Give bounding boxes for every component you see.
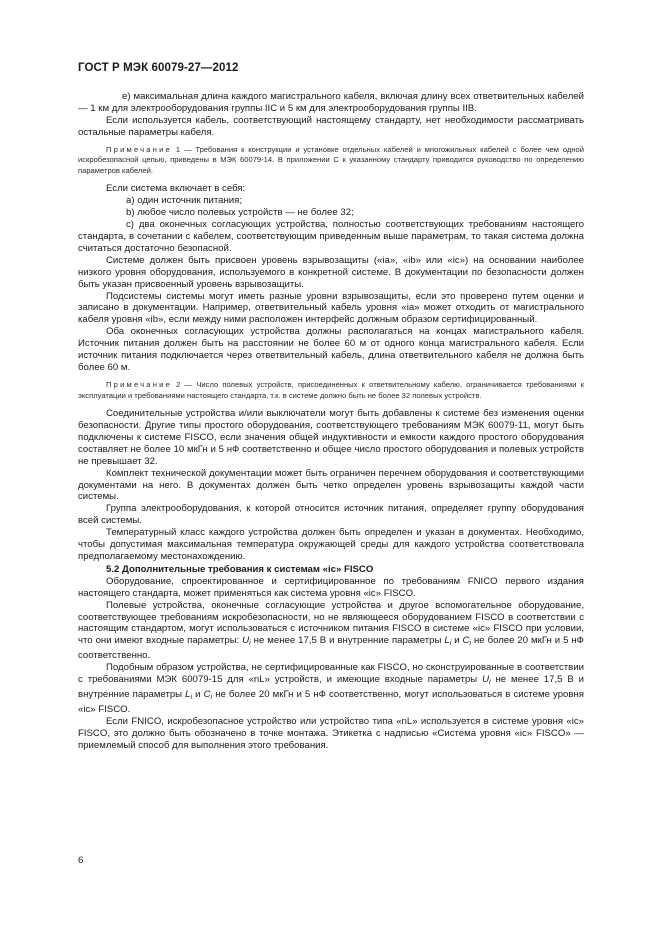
- paragraph-protection-level: Системе должен быть присвоен уровень взрывозащиты («ia», «ib» или «ic») на основании наиболее низкого уровня оборудования, используемого в конкретной системе. В документации по безопасности должен быть указан присвоенный уровень взрывозащиты.: [78, 254, 584, 290]
- subscript-i: i: [469, 640, 472, 648]
- paragraph-field-devices: [78, 600, 584, 663]
- page-number: 6: [78, 855, 84, 866]
- list-item-b: b) любое число полевых устройств — не более 32;: [126, 207, 354, 219]
- list-item-a: a) один источник питания;: [126, 195, 243, 207]
- text-run: не более 20 мкГн и 5 нФ соответственно, могут использоваться в системе уровня «ic» FISCO.: [78, 688, 584, 715]
- text-run: и: [451, 635, 463, 647]
- symbol-U: U: [482, 674, 490, 686]
- text-run: не более 20 мкГн и 5 нФ соответственно.: [78, 635, 584, 662]
- paragraph-documentation: Комплект технической документации может быть ограничен перечнем оборудования и соответствующими документами на него. В документах должен быть четко определен уровень взрывозащиты каждой части системы.: [78, 467, 584, 503]
- text-run: не менее 17,5 В и внутренние параметры: [78, 674, 585, 700]
- symbol-L: L: [444, 635, 450, 647]
- paragraph-terminators: Оба оконечных согласующих устройства должны располагаться на концах магистрального кабеля. Источник питания должен быть на расстоянии не более 60 м от одного конца магистрального кабеля. Если источник питания подключается через ответвительный кабель, длина ответвительного кабеля не должна быть более 60 м.: [78, 326, 584, 373]
- list-item-e: e) максимальная длина каждого магистрального кабеля, включая длину всех ответвительных кабелей — 1 км для электрооборудования группы IIC и 5 км для электрооборудования группы IIB.: [78, 91, 584, 114]
- subscript-i: i: [190, 693, 193, 701]
- note-2-label: Примечание: [106, 379, 172, 389]
- note-2-text: 2 — Число полевых устройств, присоединенных к ответвительному кабелю, ограничивается требованиями к эксплуатации и требованиями настоящего стандарта, т.к. в системе должно быть не более 32 полевых устройств.: [78, 379, 584, 400]
- paragraph-temperature-class: Температурный класс каждого устройства должен быть определен и указан в документах. Необходимо, чтобы допустимая максимальная температура окружающей среды для каждого устройства соответствовала предполагаемому местонахождению.: [78, 527, 584, 562]
- note-1: [78, 145, 584, 177]
- paragraph-connectors: Соединительные устройства и/или выключатели могут быть добавлены к системе без изменения оценки безопасности. Другие типы простого оборудования, соответствующего требованиям МЭК 60079-11, могут быть подключены к системе FISCO, если значения общей индуктивности и емкости каждого простого оборудования составляет не более 10 мкГн и 5 нФ соответственно и общее число простого оборудования и полевых устройств не превышает 32.: [78, 408, 584, 467]
- note-1-text: 1 — Требования к конструкции и установке отдельных кабелей и многожильных кабелей с более чем одной искробезопасной цепью, приведены в МЭК 60079-14. В приложении С к указанному стандарту приводится руководство по определению параметров кабелей.: [78, 144, 584, 175]
- symbol-C: C: [462, 635, 470, 647]
- paragraph-fnico: Оборудование, спроектированное и сертифицированное по требованиям FNICO первого издания настоящего стандарта, может применяться как система уровня «ic» FISCO.: [78, 575, 584, 599]
- document-body: [78, 91, 584, 751]
- section-heading-5-2: 5.2 Дополнительные требования к системам «ic» FISCO: [106, 563, 374, 575]
- text-run: Полевые устройства, оконечные согласующие устройства и другое вспомогательное оборудование, соответствующее требованиям искробезопасности, но не являющееся оборудованием FISCO в соответствии с настоящим стандартом, могут использоваться с источником питания FISCO в системе «ic» FISCO при условии, что они имеют входные параметры:: [78, 599, 584, 647]
- paragraph-equipment-group: Группа электрооборудования, к которой относится источник питания, определяет группу оборудования всей системы.: [78, 503, 584, 527]
- subscript-i: i: [489, 679, 491, 687]
- text-run: не менее 17,5 В и внутренние параметры: [250, 635, 445, 647]
- note-1-label: Примечание: [106, 144, 172, 154]
- subscript-i: i: [449, 640, 452, 648]
- text-run: и: [192, 688, 204, 700]
- symbol-C: C: [203, 688, 211, 700]
- list-item-c: c) два оконечных согласующих устройства, полностью соответствующих требованиям настоящего стандарта, в сочетании с кабелем, соответствующим приведенным выше параметрам, то такая система должна считаться достаточно безопасной.: [78, 219, 584, 254]
- subscript-i: i: [210, 693, 213, 701]
- symbol-U: U: [242, 635, 250, 647]
- paragraph-cable: Если используется кабель, соответствующий настоящему стандарту, нет необходимости рассматривать остальные параметры кабеля.: [78, 114, 584, 138]
- text-run: Подобным образом устройства, не сертифицированные как FISCO, но сконструированные в соответствии с требованиями МЭК 60079-15 для «nL» устройств, и имеющие входные параметры: [78, 662, 584, 686]
- symbol-L: L: [185, 688, 191, 700]
- subscript-i: i: [249, 640, 251, 648]
- paragraph-subsystems: Подсистемы системы могут иметь разные уровни взрывозащиты, если это проверено путем оценки и записано в документации. Например, ответвительный кабель уровня «ia» может отходить от магистрального кабеля уровня «ib», если между ними расположен интерфейс должным образом сертифицированный.: [78, 290, 584, 326]
- paragraph-marking: Если FNICO, искробезопасное устройство или устройство типа «nL» используется в системе уровня «ic» FISCO, это должно быть обозначено в точке монтажа. Этикетка с надписью «Система уровня «ic» FISCO» — приемлемый способ для выполнения этого требования.: [78, 715, 584, 751]
- page-header-title: ГОСТ Р МЭК 60079-27—2012: [78, 62, 239, 74]
- paragraph-similar-devices: [78, 662, 584, 716]
- note-2: [78, 380, 584, 401]
- paragraph-if-system: Если система включает в себя:: [106, 183, 246, 195]
